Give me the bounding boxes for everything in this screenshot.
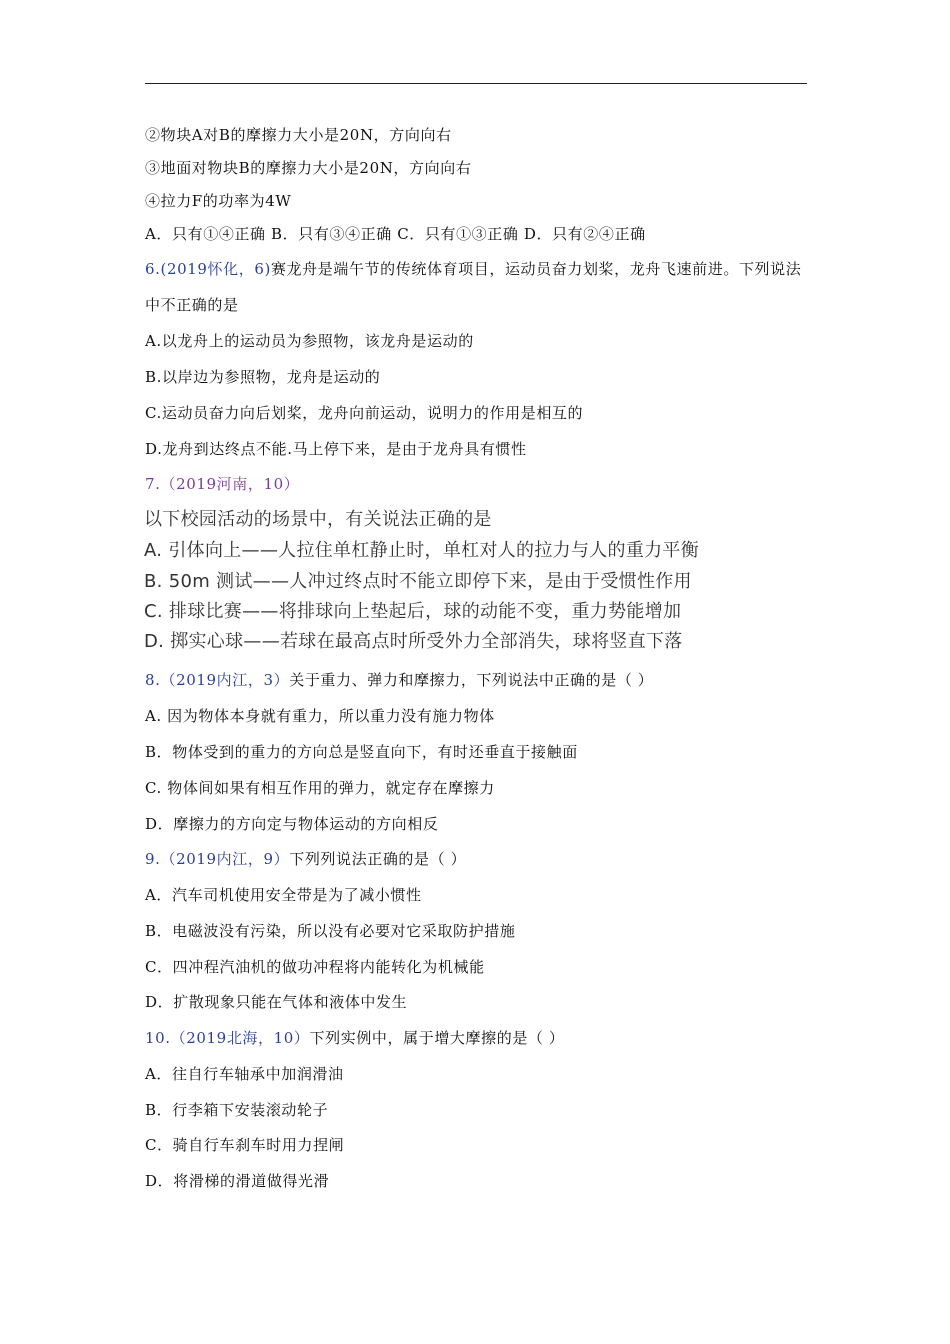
q7-image-option-b: B. 50m 测试——人冲过终点时不能立即停下来，是由于受惯性作用: [144, 571, 692, 592]
q6-option-a: A.以龙舟上的运动员为参照物，该龙舟是运动的: [145, 332, 474, 350]
q10-option-b: B．行李箱下安装滚动轮子: [145, 1101, 329, 1119]
q8-option-b: B．物体受到的重力的方向总是竖直向下，有时还垂直于接触面: [145, 743, 578, 761]
q6-stem-line-2: 中不正确的是: [145, 296, 239, 314]
q9-option-b: B．电磁波没有污染，所以没有必要对它采取防护措施: [145, 922, 516, 940]
q9-stem-line: [145, 849, 466, 869]
q6-stem-text: 赛龙舟是端午节的传统体育项目，运动员奋力划桨，龙舟飞速前进。下列说法: [270, 260, 802, 278]
statement-3: ③地面对物块B的摩擦力大小是20N，方向向右: [145, 159, 472, 177]
q9-option-c: C．四冲程汽油机的做功冲程将内能转化为机械能: [145, 958, 485, 976]
q9-stem: 下列列说法正确的是（ ）: [289, 850, 467, 868]
q6-stem-line-1: [145, 259, 801, 279]
q6-option-c: C.运动员奋力向后划桨，龙舟向前运动，说明力的作用是相互的: [145, 404, 584, 422]
q10-option-d: D．将滑梯的滑道做得光滑: [145, 1172, 330, 1190]
q10-stem: 下列实例中，属于增大摩擦的是（ ）: [309, 1029, 565, 1047]
statement-2: ②物块A对B的摩擦力大小是20N，方向向右: [145, 126, 452, 144]
q6-source: 6.(2019怀化，6): [145, 260, 271, 278]
q7-image-option-c: C. 排球比赛——将排球向上垫起后，球的动能不变，重力势能增加: [144, 601, 682, 622]
q10-source: 10.（2019北海，10）: [145, 1029, 310, 1047]
q8-stem-line: [145, 670, 653, 690]
q9-source: 9.（2019内江，9）: [145, 850, 290, 868]
q8-option-c: C. 物体间如果有相互作用的弹力，就定存在摩擦力: [145, 779, 495, 797]
q5-options: A．只有①④正确 B．只有③④正确 C．只有①③正确 D．只有②④正确: [145, 225, 646, 243]
q8-source: 8.（2019内江，3）: [145, 671, 290, 689]
q10-option-a: A．往自行车轴承中加润滑油: [145, 1065, 344, 1083]
q7-image-stem: 以下校园活动的场景中，有关说法正确的是: [144, 509, 492, 530]
q8-option-d: D．摩擦力的方向定与物体运动的方向相反: [145, 815, 439, 833]
q6-option-d: D.龙舟到达终点不能.马上停下来，是由于龙舟具有惯性: [145, 440, 527, 458]
q10-option-c: C．骑自行车刹车时用力捏闸: [145, 1136, 345, 1154]
q8-stem: 关于重力、弹力和摩擦力，下列说法中正确的是（ ）: [289, 671, 654, 689]
q9-option-d: D．扩散现象只能在气体和液体中发生: [145, 993, 408, 1011]
q8-option-a: A. 因为物体本身就有重力，所以重力没有施力物体: [145, 707, 495, 725]
q10-stem-line: [145, 1028, 565, 1048]
q7-image-option-a: A. 引体向上——人拉住单杠静止时，单杠对人的拉力与人的重力平衡: [144, 540, 700, 561]
q7-source: 7.（2019河南，10）: [145, 475, 300, 493]
q9-option-a: A．汽车司机使用安全带是为了减小惯性: [145, 886, 422, 904]
q7-scanned-image: [144, 508, 734, 658]
q6-option-b: B.以岸边为参照物，龙舟是运动的: [145, 368, 381, 386]
q7-image-option-d: D. 掷实心球——若球在最高点时所受外力全部消失，球将竖直下落: [144, 631, 683, 652]
statement-4: ④拉力F的功率为4W: [145, 192, 292, 210]
header-rule: [145, 83, 807, 84]
